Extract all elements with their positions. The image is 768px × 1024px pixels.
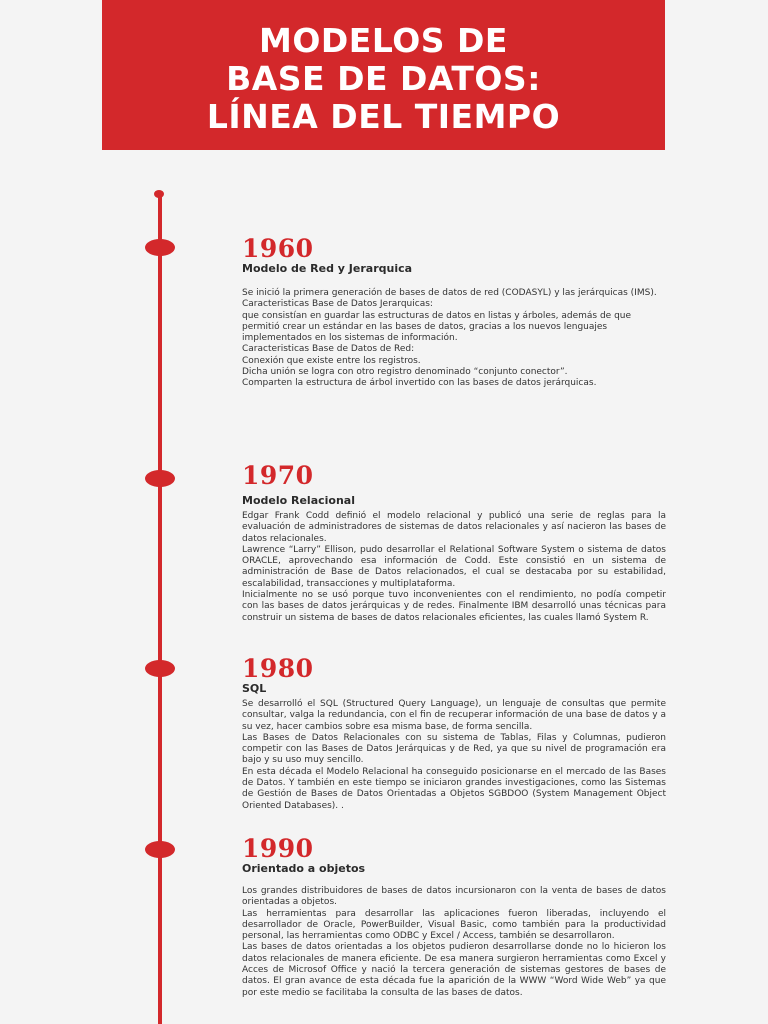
entry-paragraph: Edgar Frank Codd definió el modelo relacional y publicó una serie de reglas para la evaluación de administradores de sistemas de datos relacionales y así nacieron las bases de datos relacionales. — [242, 511, 666, 544]
entry-subtitle: Modelo de Red y Jerarquica — [242, 262, 413, 275]
entry-paragraph: Las bases de datos orientadas a los objetos pudieron desarrollarse donde no lo hicieron los datos relacionales de manera eficiente. De esa manera surgieron herramientas como Excel y Acces de Microsof Office y nació la tercera generación de sistemas gestores de bases de datos. El gran avance de esta década fue la aparición de la WWW “Word Wide Web” ya que por este medio se facilitaba la consulta de las bases de datos. — [242, 942, 666, 998]
entry-body — [242, 699, 666, 812]
entry-body — [242, 511, 666, 624]
entry-paragraph: Se inició la primera generación de bases de datos de red (CODASYL) y las jerárquicas (IMS). — [242, 288, 657, 298]
entry-paragraph: Dicha unión se logra con otro registro denominado “conjunto conector”. — [242, 367, 568, 378]
entry-paragraph: Inicialmente no se usó porque tuvo inconvenientes con el rendimiento, no podía competir con las bases de datos jerárquicas y de redes. Finalmente IBM desarrolló unas técnicas para construir un sistema de bases de datos relacionales eficientes, las cuales llamó System R. — [242, 590, 666, 623]
entry-paragraph: Los grandes distribuidores de bases de datos incursionaron con la venta de bases de datos orientadas a objetos. — [242, 886, 666, 908]
title-line-3: LÍNEA DEL TIEMPO — [206, 97, 561, 136]
timeline-dot-1990 — [145, 841, 175, 858]
page-title — [207, 14, 560, 136]
entry-paragraph: que consistían en guardar las estructuras de datos en listas y árboles, además de que permitió crear un estándar en las bases de datos, gracias a los nuevos lenguajes implementados en los sistemas de información. — [242, 310, 632, 344]
entry-paragraph: Lawrence “Larry” Ellison, pudo desarrollar el Relational Software System o sistema de datos ORACLE, aprovechando esa información de Codd. Este consistió en un sistema de administración de Base de Datos relacionados, el cual se destacaba por su estabilidad, escalabilidad, transacciones y multiplataforma. — [242, 544, 666, 589]
entry-subtitle: Modelo Relacional — [242, 494, 355, 507]
entry-paragraph: En esta década el Modelo Relacional ha conseguido posicionarse en el mercado de las Bases de Datos. Y también en este tiempo se iniciaron grandes investigaciones, como las Sistemas de Gestión de Bases de Datos Orientadas a Objetos SGBDOO (System Management Object Oriented Databases). . — [242, 766, 666, 811]
entry-year: 1990 — [242, 834, 314, 863]
timeline-entry-1990 — [242, 836, 666, 999]
entry-body — [242, 886, 666, 999]
entry-paragraph: Caracteristicas Base de Datos Jerarquicas: — [242, 299, 433, 310]
entry-paragraph: Las Bases de Datos Relacionales con su sistema de Tablas, Filas y Columnas, pudieron competir con las Bases de Datos Jerárquicas y de Red, ya que su nivel de programación era bajo y su uso muy sencillo. — [242, 732, 666, 766]
title-line-1: MODELOS DE — [259, 21, 508, 60]
timeline-entry-1960 — [242, 236, 666, 390]
entry-subtitle: SQL — [242, 682, 267, 695]
entry-body — [242, 288, 666, 390]
timeline-dot-1970 — [145, 470, 175, 487]
timeline-dot-1980 — [145, 660, 175, 677]
entry-year: 1980 — [242, 654, 314, 683]
title-banner — [102, 0, 665, 150]
entry-paragraph: Conexión que existe entre los registros. — [242, 355, 421, 366]
timeline-entry-1980 — [242, 656, 666, 812]
timeline-dot-1960 — [145, 239, 175, 256]
entry-subtitle: Orientado a objetos — [242, 862, 366, 875]
entry-year: 1970 — [242, 461, 314, 490]
entry-paragraph: Se desarrolló el SQL (Structured Query Language), un lenguaje de consultas que permite consultar, valga la redundancia, con el fin de recuperar información de una base de datos y a su vez, hacer cambios sobre esa misma base, de forma sencilla. — [242, 699, 666, 732]
entry-year: 1960 — [242, 234, 314, 263]
title-line-2: BASE DE DATOS: — [226, 59, 541, 98]
entry-paragraph: Caracteristicas Base de Datos de Red: — [242, 344, 415, 355]
timeline-entry-1970 — [242, 463, 666, 624]
timeline-line — [158, 193, 162, 1024]
entry-paragraph: Las herramientas para desarrollar las aplicaciones fueron liberadas, incluyendo el desarrollador de Oracle, PowerBuilder, Visual Basic, como también para la productividad personal, las herramientas como ODBC y Excel / Access, también se desarrollaron. — [242, 908, 666, 942]
entry-paragraph: Comparten la estructura de árbol invertido con las bases de datos jerárquicas. — [242, 378, 597, 389]
